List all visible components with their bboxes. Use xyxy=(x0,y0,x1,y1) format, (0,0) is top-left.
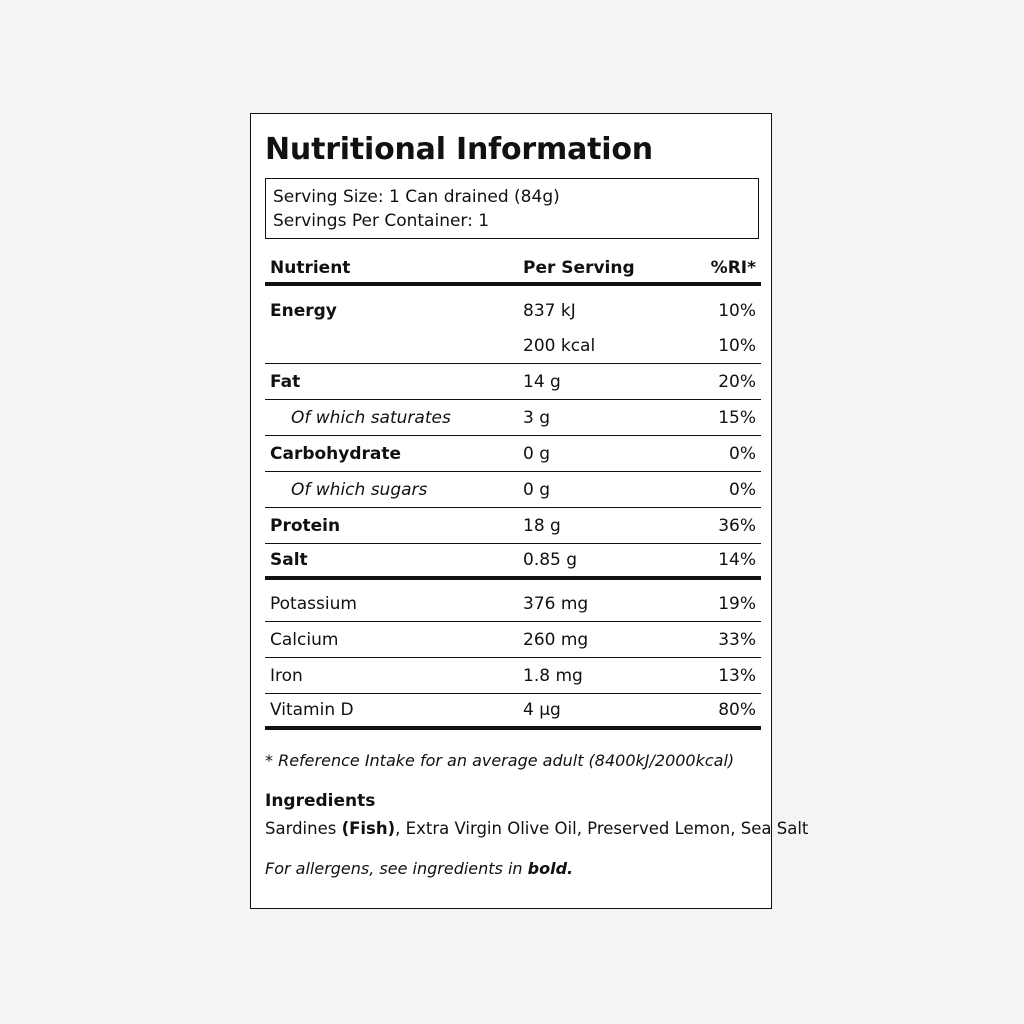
nutrient-name: Of which sugars xyxy=(291,479,428,500)
nutrient-name: Iron xyxy=(270,665,303,686)
ingredients-text-before: Sardines xyxy=(265,819,342,838)
allergen-note-bold: bold. xyxy=(527,859,574,878)
nutrient-ri: 10% xyxy=(718,335,756,356)
nutrient-ri: 19% xyxy=(718,593,756,614)
allergen-note-text: For allergens, see ingredients in xyxy=(265,859,528,878)
nutrient-ri: 20% xyxy=(718,371,756,392)
table-row xyxy=(265,508,761,544)
header-per-serving: Per Serving xyxy=(523,258,635,278)
nutrient-amount: 3 g xyxy=(523,407,551,428)
nutrient-name: Protein xyxy=(270,515,341,536)
label-title: Nutritional Information xyxy=(265,132,653,167)
serving-info-box xyxy=(265,178,759,239)
nutrient-amount: 18 g xyxy=(523,515,561,536)
nutrient-amount: 0 g xyxy=(523,443,551,464)
table-row xyxy=(265,694,761,730)
serving-size: Serving Size: 1 Can drained (84g) xyxy=(273,187,560,207)
table-row xyxy=(265,622,761,658)
allergen-note xyxy=(265,859,573,878)
nutrient-name: Potassium xyxy=(270,593,357,614)
nutrient-amount: 14 g xyxy=(523,371,561,392)
table-header-row xyxy=(265,254,761,286)
nutrient-amount: 1.8 mg xyxy=(523,665,583,686)
servings-per-container: Servings Per Container: 1 xyxy=(273,211,490,231)
table-row xyxy=(265,286,761,328)
nutrient-ri: 80% xyxy=(718,700,756,720)
nutrient-name: Energy xyxy=(270,301,337,321)
header-nutrient: Nutrient xyxy=(270,258,351,278)
nutrient-table xyxy=(265,254,761,730)
table-row xyxy=(265,364,761,400)
nutrient-name: Vitamin D xyxy=(270,700,354,720)
nutrient-name: Calcium xyxy=(270,629,339,650)
nutrient-name: Of which saturates xyxy=(291,407,451,428)
header-ri: %RI* xyxy=(710,258,756,278)
nutrient-amount: 0.85 g xyxy=(523,550,578,570)
nutrient-amount: 0 g xyxy=(523,479,551,500)
nutrient-ri: 13% xyxy=(718,665,756,686)
table-row xyxy=(265,472,761,508)
allergen-highlight: (Fish) xyxy=(341,819,396,838)
ingredients-list xyxy=(265,819,808,838)
nutrient-ri: 14% xyxy=(718,550,756,570)
table-row xyxy=(265,328,761,364)
table-row xyxy=(265,400,761,436)
table-row xyxy=(265,658,761,694)
ingredients-text-after: , Extra Virgin Olive Oil, Preserved Lemon, Sea Salt xyxy=(395,819,809,838)
nutrient-amount: 260 mg xyxy=(523,629,589,650)
nutrient-name: Salt xyxy=(270,550,308,570)
nutrition-label xyxy=(250,113,809,909)
table-row xyxy=(265,544,761,580)
nutrient-ri: 36% xyxy=(718,515,756,536)
ri-footnote: * Reference Intake for an average adult (8400kJ/2000kcal) xyxy=(265,751,735,770)
nutrient-amount: 376 mg xyxy=(523,593,589,614)
nutrient-amount: 837 kJ xyxy=(523,301,576,321)
nutrient-amount: 4 µg xyxy=(523,700,561,720)
nutrient-ri: 0% xyxy=(729,443,756,464)
nutrient-name: Carbohydrate xyxy=(270,443,402,464)
table-row xyxy=(265,436,761,472)
nutrient-ri: 33% xyxy=(718,629,756,650)
nutrient-ri: 0% xyxy=(729,479,756,500)
nutrient-name: Fat xyxy=(270,371,301,392)
nutrient-amount: 200 kcal xyxy=(523,335,596,356)
ingredients-title: Ingredients xyxy=(265,791,376,811)
nutrient-ri: 15% xyxy=(718,407,756,428)
table-row xyxy=(265,580,761,622)
nutrient-ri: 10% xyxy=(718,301,756,321)
